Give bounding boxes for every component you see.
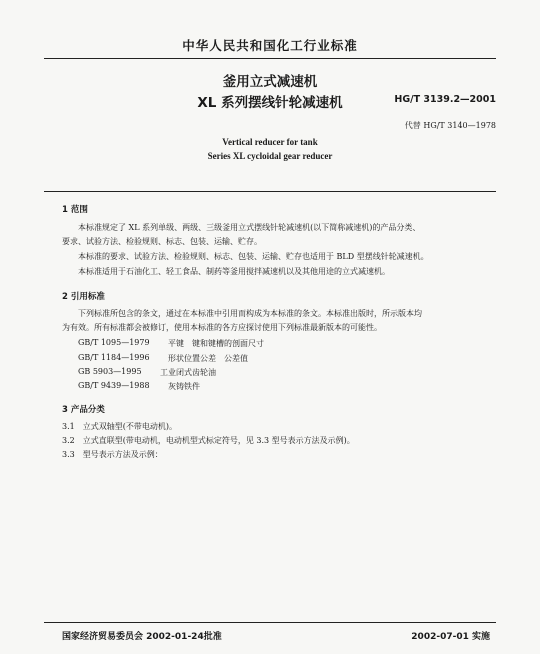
reference-title: 灰铸铁件 [168, 382, 200, 391]
reference-code: GB/T 1184—1996 [78, 353, 150, 362]
title-rule [44, 191, 496, 192]
section-3-heading: 3 产品分类 [62, 405, 105, 415]
title-cn-line2: XL 系列摆线针轮减速机 [197, 95, 343, 111]
reference-code: GB/T 1095—1979 [78, 338, 150, 347]
section-2-heading: 2 引用标准 [62, 292, 105, 302]
effective-date: 2002-07-01 实施 [411, 632, 490, 642]
title-cn-line1: 釜用立式减速机 [222, 74, 318, 90]
section-2-line: 为有效。所有标准都会被修订，使用本标准的各方应探讨使用下列标准最新版本的可能性。 [62, 323, 382, 332]
reference-title: 工业闭式齿轮油 [160, 368, 216, 377]
header-rule [44, 58, 496, 59]
section-3-item: 3.2 立式直联型(带电动机，电动机型式标定符号，见 3.3 型号表示方法及示例)。 [62, 436, 355, 445]
section-1-line: 本标准适用于石油化工、轻工食品、制药等釜用搅拌减速机以及其他用途的立式减速机。 [78, 267, 390, 276]
replaces-note: 代替 HG/T 3140—1978 [404, 121, 496, 130]
section-2-line: 下列标准所包含的条文，通过在本标准中引用而构成为本标准的条文。本标准出版时，所示版本均 [78, 309, 422, 318]
section-3-item: 3.1 立式双轴型(不带电动机)。 [62, 422, 177, 431]
title-en-line1: Vertical reducer for tank [222, 137, 318, 147]
footer-rule [44, 622, 496, 623]
section-1-heading: 1 范围 [62, 205, 88, 215]
section-1-line: 要求、试验方法、检验规则、标志、包装、运输、贮存。 [62, 237, 262, 246]
approval-note: 国家经济贸易委员会 2002-01-24批准 [62, 632, 222, 642]
section-1-line: 本标准规定了 XL 系列单级、两级、三级釜用立式摆线针轮减速机(以下简称减速机)的产品分类、 [78, 223, 421, 232]
section-1-line: 本标准的要求、试验方法、检验规则、标志、包装、运输、贮存也适用于 BLD 型摆线针轮减速机。 [78, 252, 429, 261]
standard-category: 中华人民共和国化工行业标准 [182, 38, 358, 53]
reference-title: 形状位置公差 公差值 [168, 354, 248, 363]
title-en-line2: Series XL cycloidal gear reducer [207, 151, 333, 161]
reference-code: GB 5903—1995 [78, 367, 142, 376]
section-3-item: 3.3 型号表示方法及示例： [62, 450, 163, 459]
reference-title: 平键 键和键槽的剖面尺寸 [168, 339, 264, 348]
reference-code: GB/T 9439—1988 [78, 381, 150, 390]
standard-code: HG/T 3139.2—2001 [394, 94, 496, 105]
